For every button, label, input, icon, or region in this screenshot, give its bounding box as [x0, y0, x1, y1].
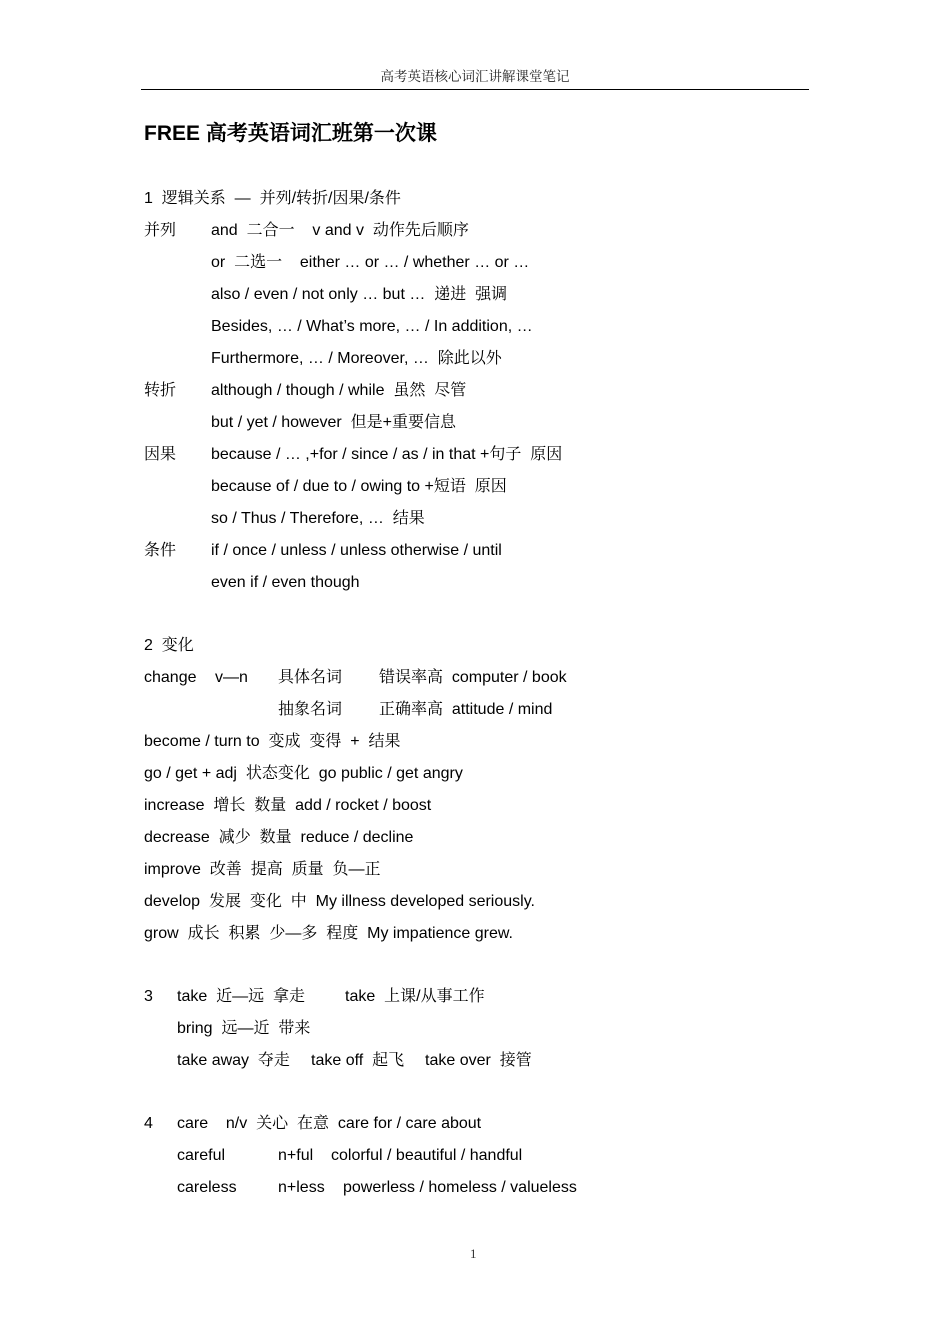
label-parallel: 并列 — [144, 222, 177, 239]
note-cell: v—n — [215, 669, 248, 686]
note-line: care n/v 关心 在意 care for / care about — [177, 1115, 482, 1132]
note-line: become / turn to 变成 变得 + 结果 — [144, 733, 401, 750]
note-line: grow 成长 积累 少—多 程度 My impatience grew. — [144, 925, 513, 942]
note-cell: colorful / beautiful / handful — [331, 1147, 523, 1164]
note-cell: 具体名词 — [278, 669, 343, 686]
note-line: decrease 减少 数量 reduce / decline — [144, 829, 414, 846]
note-cell: take 近—远 拿走 — [177, 988, 306, 1005]
note-line: increase 增长 数量 add / rocket / boost — [144, 797, 432, 814]
note-cell: take away 夺走 — [177, 1052, 290, 1069]
note-cell: 错误率高 computer / book — [379, 669, 567, 686]
note-line: but / yet / however 但是+重要信息 — [211, 414, 456, 431]
note-cell: powerless / homeless / valueless — [343, 1179, 577, 1196]
note-cell: take 上课/从事工作 — [345, 988, 485, 1005]
note-cell: careless — [177, 1179, 237, 1196]
label-condition: 条件 — [144, 542, 177, 559]
note-cell: take over 接管 — [425, 1052, 532, 1069]
label-contrast: 转折 — [144, 382, 177, 399]
note-cell: take off 起飞 — [311, 1052, 405, 1069]
note-line: improve 改善 提高 质量 负—正 — [144, 861, 381, 878]
note-line: because of / due to / owing to +短语 原因 — [211, 478, 507, 495]
section-1-heading: 1 逻辑关系 — 并列/转折/因果/条件 — [144, 190, 401, 207]
page-title: FREE 高考英语词汇班第一次课 — [144, 122, 437, 145]
page-number: 1 — [470, 1246, 477, 1261]
note-line: Furthermore, … / Moreover, … 除此以外 — [211, 350, 502, 367]
note-line: so / Thus / Therefore, … 结果 — [211, 510, 425, 527]
note-line: develop 发展 变化 中 My illness developed seriously. — [144, 893, 535, 910]
note-line: if / once / unless / unless otherwise / until — [211, 542, 502, 559]
note-cell: careful — [177, 1147, 226, 1164]
note-cell: n+ful — [278, 1147, 314, 1164]
note-cell: n+less — [278, 1179, 325, 1196]
section-2-heading: 2 变化 — [144, 637, 194, 654]
section-4-number: 4 — [144, 1115, 153, 1132]
note-cell: 抽象名词 — [278, 701, 343, 718]
note-line: even if / even though — [211, 574, 360, 591]
note-cell: 正确率高 attitude / mind — [379, 701, 553, 718]
note-line: bring 远—近 带来 — [177, 1020, 311, 1037]
note-line: go / get + adj 状态变化 go public / get angry — [144, 765, 463, 782]
note-cell: change — [144, 669, 197, 686]
note-line: although / though / while 虽然 尽管 — [211, 382, 467, 399]
note-line: Besides, … / What’s more, … / In addition, … — [211, 318, 533, 335]
note-line: or 二选一 either … or … / whether … or … — [211, 254, 530, 271]
note-line: also / even / not only … but … 递进 强调 — [211, 286, 508, 303]
section-3-number: 3 — [144, 988, 153, 1005]
label-cause: 因果 — [144, 446, 177, 463]
running-header: 高考英语核心词汇讲解课堂笔记 — [380, 69, 570, 84]
header-rule — [141, 89, 809, 90]
note-line: and 二合一 v and v 动作先后顺序 — [211, 222, 469, 239]
note-line: because / … ,+for / since / as / in that +句子 原因 — [211, 446, 563, 463]
